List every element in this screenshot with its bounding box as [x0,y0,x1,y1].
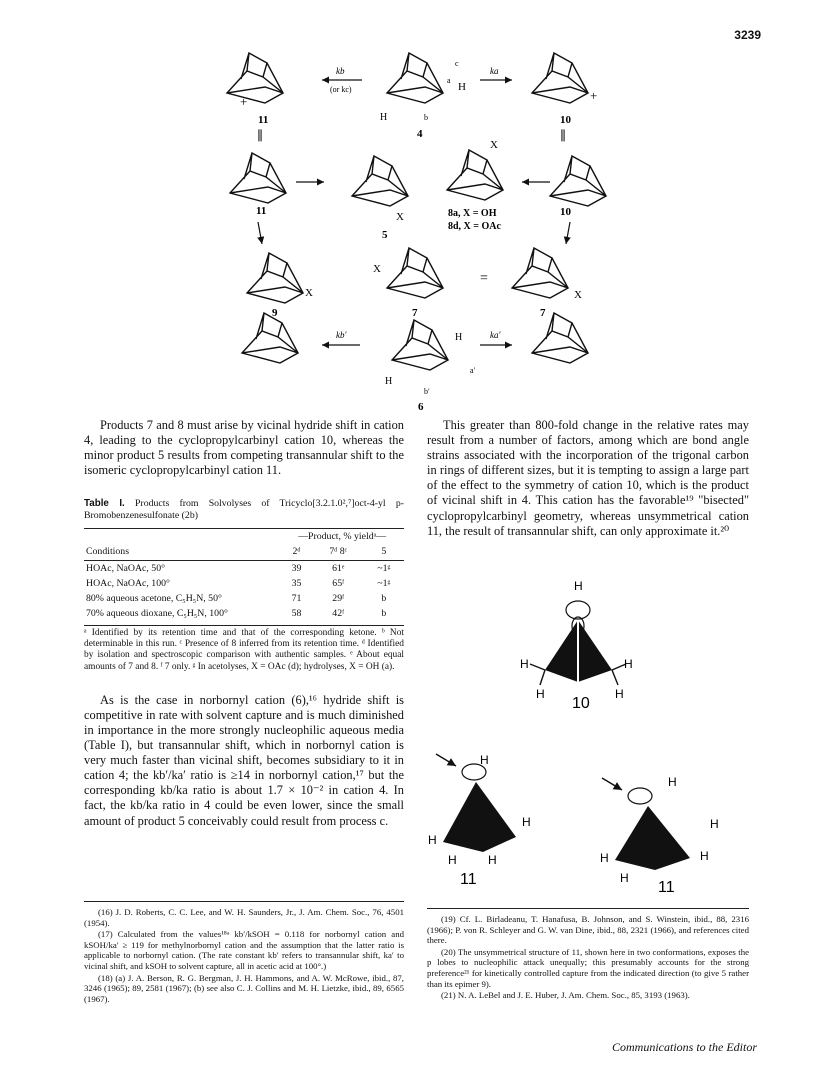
table-notes: ᵃ Identified by its retention time and that of the corresponding ketone. ᵇ Not determinable in this run. ᶜ Presence of 8 inferred from its retention time. ᵈ Identified by isolation and spectroscopic comparison with authentic samples. ᵉ About equal amounts of 7 and 8. ᶠ 7 only. ᵍ In acetolyses, X = OAc (d); hydrolyses, X = OH (a). [84,625,404,673]
cell-2: 39 [280,560,312,576]
label-ka: ka [490,66,499,76]
structure-7a [387,248,443,298]
label-h-top: H [458,81,466,93]
label-x-8: X [490,139,498,151]
structure-norbornyl-left [242,313,298,363]
cell-78: 61ᵉ [313,560,364,576]
paragraph-norbornyl: As is the case in norbornyl cation (6),¹⁶ hydride shift is competitive in rate with solvent capture and is much diminished in importance in the more strongly nucleophilic aqueous media (Table I), but transannular shift, which in norbornyl cation is very much faster than vicinal shift, becomes subsidiary to it in cation 4; the kb′/ka′ ratio is ≥14 in norbornyl cation,¹⁷ but the corresponding kb/ka ratio is about 1.7 × 10⁻² in cation 4. In fact, the kb/ka ratio in 4 could be even lower, since the small amount of product 5 conceivably could result from process c. [84,692,404,828]
table-row [84,591,404,606]
label-c: c [455,59,459,68]
label-4: 4 [417,128,423,140]
reaction-scheme [0,0,831,415]
structure-8 [447,150,503,200]
left-column [84,418,404,829]
right-column [427,418,749,539]
label-7b: 7 [540,307,546,319]
equilibrium-symbol: ∥ [257,128,264,143]
table-caption-text: Products from Solvolyses of Tricyclo[3.2.1.0²,⁷]oct-4-yl p-Bromobenzenesulfonate (2b) [84,498,405,522]
reference-19: (19) Cf. L. Birladeanu, T. Hanafusa, B. Johnson, and S. Winstein, ibid., 88, 2316 (1966); P. von R. Schleyer and G. W. van Dine, ibid., 88, 2321 (1966), and references cited there. [427,914,749,946]
label-kb-prime: kb′ [336,330,347,340]
label-9: 9 [272,307,278,319]
h-label: H [624,657,633,671]
label-5: 5 [382,229,388,241]
label-ka-prime: ka′ [490,330,501,340]
cell-conditions: HOAc, NaOAc, 50° [84,560,280,576]
structure-6 [392,320,448,370]
structure-4 [387,53,443,103]
table-row [84,606,404,621]
reference-21: (21) N. A. LeBel and J. E. Huber, J. Am. Chem. Soc., 85, 3193 (1963). [441,990,690,1001]
table-header-row [84,544,404,560]
structure-9 [247,253,303,303]
structure-11-mid [230,153,286,203]
structure-10-mid [550,156,606,206]
structure-norbornyl-right [532,313,588,363]
products-table [84,528,404,621]
label-h-6left: H [385,376,393,387]
structure-5 [352,156,408,206]
label-11-orbital-b: 11 [658,879,675,896]
label-a-prime: a′ [470,366,476,375]
arrow-down-right [566,222,570,244]
cell-2: 58 [291,607,302,619]
cell-2: 35 [291,577,302,589]
h-label: H [522,815,531,829]
attack-arrow-icon [602,778,622,790]
reference-20: (20) The unsymmetrical structure of 11, shown here in two conformations, exposes the p lobes to nucleophilic attack unequally; this presumably accounts for the strong preference²¹ for kinetically controlled capture from the indicated direction (to give 5 rather than its epimer 9). [427,946,749,989]
structure-11-top [227,53,283,103]
h-label: H [428,833,437,847]
orbital-diagram-11a [428,752,568,892]
h-label: H [600,851,609,865]
h-label: H [710,817,719,831]
label-11-top: 11 [258,114,269,126]
cell-5: ~1ᵍ [377,577,391,589]
conditions-header: Conditions [86,546,130,558]
label-h-6top: H [455,332,463,343]
label-10-orbital: 10 [572,695,590,710]
h-label: H [520,657,529,671]
page-number: 3239 [734,28,761,42]
cell-78: 42ᶠ [332,607,345,619]
h-label: H [448,853,457,867]
label-h-left: H [380,112,388,123]
table-caption-label: Table I. [84,498,125,510]
equilibrium-symbol: ∥ [560,128,567,143]
h-label: H [536,687,545,701]
cell-78: 65ᶠ [332,577,345,589]
table-header-row [84,529,404,545]
label-x-9: X [305,287,313,299]
label-a: a [447,76,451,85]
journal-section-footer: Communications to the Editor [612,1040,757,1054]
h-label: H [620,871,629,885]
col-header-78: 7ᵈ 8ᶜ [329,546,348,558]
plus-sign: + [590,88,598,103]
group-header: —Product, % yieldᵃ— [280,529,404,545]
cell-conditions: 70% aqueous dioxane, C₅H₅N, 100° [86,607,228,619]
reference-17: (17) Calculated from the values¹⁸ᵃ kb′/kSOH = 0.118 for norbornyl cation and kSOH/ka′ ≥ 119 for methylnorbornyl cation and the assumption that the latter ratio is applicable to norbornyl cation. (The rate constant kb′ refers to transannular shift, ka′ to vicinal shift, and kSOH to solvent capture, all in acetic acid at 100°.) [84,929,404,971]
cell-5: ~1ᵍ [364,560,404,576]
label-10-mid: 10 [560,206,571,218]
table-row [84,576,404,591]
left-references [84,901,404,1005]
table-caption [84,498,404,522]
label-b-prime: b′ [424,387,430,396]
h-label: H [615,687,624,701]
cell-5: b [381,592,387,604]
label-kb-alt: (or kc) [330,85,352,94]
label-x-7b: X [574,289,582,301]
right-references [427,908,749,1002]
cell-78: 29ᶠ [332,592,345,604]
label-x-7a: X [373,263,381,275]
table-row [84,560,404,576]
reference-18: (18) (a) J. A. Berson, R. G. Bergman, J. H. Hammons, and A. W. McRowe, ibid., 87, 3246 (1965); 89, 2581 (1967); (b) see also C. J. Collins and M. H. Lietzke, ibid., 89, 6565 (1967). [84,972,404,1004]
h-label: H [480,753,489,767]
cell-conditions: HOAc, NaOAc, 100° [86,577,170,589]
h-label: H [488,853,497,867]
h-label: H [574,579,583,593]
label-x-5: X [396,211,404,223]
orbital-diagram-10 [520,570,660,710]
label-11-mid: 11 [256,205,267,217]
label-10-top: 10 [560,114,571,126]
label-b: b [424,113,428,122]
h-label: H [700,849,709,863]
paragraph-rates: This greater than 800-fold change in the relative rates may result from a number of factors, among which are bond angle strains associated with the incorporation of the trigonal carbon in rings of different sizes, but it is tempting to assign a large part of the effect to the symmetry of cation 10, which is the product of vicinal shift in 4. This cation has the favorable¹⁹ "bisected" cyclopropylcarbinyl geometry, whereas unsymmetrical cation 11, the result of transannular shift, can only approximate it.²⁰ [427,418,749,538]
label-8d: 8d, X = OAc [448,221,501,232]
label-11-orbital-a: 11 [460,871,477,888]
cell-5: b [381,607,387,619]
label-7a: 7 [412,307,418,319]
paragraph-products: Products 7 and 8 must arise by vicinal hydride shift in cation 4, leading to the cyclopropylcarbinyl cation 10, whereas the minor product 5 results from competing transannular shift to the isomeric cyclopropylcarbinyl cation 11. [84,418,404,478]
h-label: H [668,775,677,789]
col-header-2: 2ᵈ [292,546,301,558]
reference-16: (16) J. D. Roberts, C. C. Lee, and W. H. Saunders, Jr., J. Am. Chem. Soc., 76, 4501 (1954). [84,907,404,928]
arrow-down-left [258,222,262,244]
label-8a: 8a, X = OH [448,208,497,219]
label-kb: kb [336,66,345,76]
cell-conditions: 80% aqueous acetone, C₅H₅N, 50° [86,592,222,604]
orbital-diagram-11b [600,770,740,910]
label-6: 6 [418,401,424,413]
plus-sign: + [240,94,248,109]
structure-10-top [532,53,588,103]
col-header-5: 5 [381,546,387,558]
attack-arrow-icon [436,754,456,766]
structure-7b [512,248,568,298]
cell-2: 71 [291,592,302,604]
equals-sign: = [480,271,488,286]
